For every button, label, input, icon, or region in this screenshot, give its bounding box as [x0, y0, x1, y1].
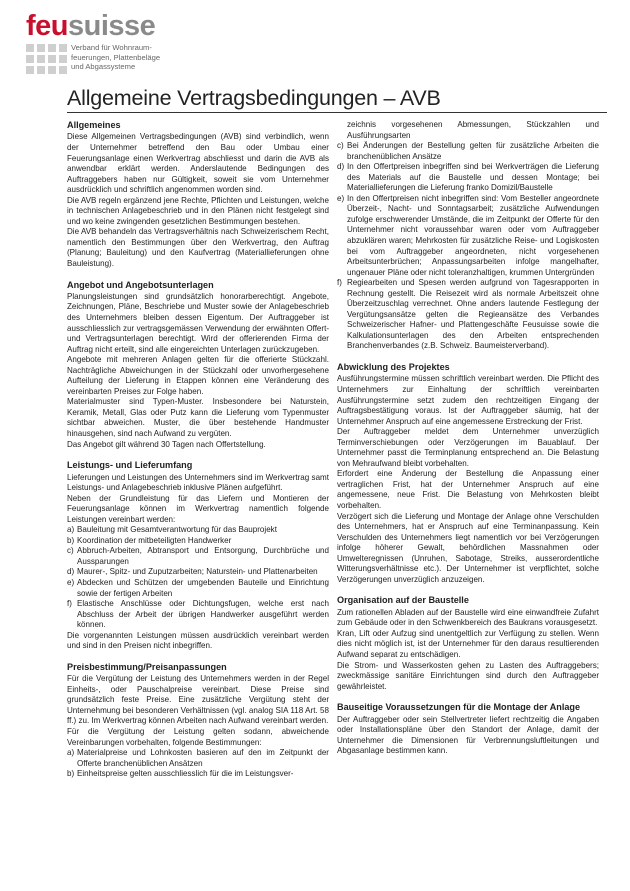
paragraph: Planungsleistungen sind grundsätzlich honorarberechtigt. Angebote, Zeichnungen, Pläne, Beschriebe und Muster sowie der Anlagebeschrieb des Unternehmers bleiben dessen Eigentum. Der Auftraggeber ist ausschliesslich zur vertragsgemässen Verwendung der erwähnten Offert- und Vertragsunterlagen berechtigt. Wird der offerierenden Firma der Auftrag nicht erteilt, sind alle eingereichten Unterlagen zurückzugeben.: [67, 291, 329, 354]
list-item: b) Einheitspreise gelten ausschliesslich für die im Leistungsver-: [67, 769, 294, 779]
paragraph: Der Auftraggeber oder sein Stellvertreter liefert rechtzeitig die Angaben oder Installationspläne über den Standort der Anlage, damit der Unternehmer die Dimensionen für Verbrennungsluftleitungen und Abgasanlage bestimmen kann.: [337, 714, 599, 756]
paragraph: Die vorgenannten Leistungen müssen ausdrücklich vereinbart werden und sind in den Preisen nicht inbegriffen.: [67, 630, 329, 651]
paragraph: Lieferungen und Leistungen des Unternehmers sind im Werkvertrag samt Leistungs- und Anlagebeschrieb inklusive Plänen aufgeführt.: [67, 472, 329, 493]
page-title: Allgemeine Vertragsbedingungen – AVB: [67, 86, 441, 110]
paragraph: Das Angebot gilt während 30 Tagen nach Offertstellung.: [67, 439, 266, 449]
brand-tagline: Verband für Wohnraum- feuerungen, Plattenbeläge und Abgassysteme: [71, 43, 161, 72]
list-item-continuation: zeichnis vorgesehenen Abmessungen, Stückzahlen und Ausführungsarten: [347, 120, 599, 140]
paragraph: Für die Vergütung der Leistung des Unternehmers werden in der Regel Einheits-, oder Pauschalpreise vereinbart. Diese Preise sind grundsätzlich feste Preise. Eine zusätzliche Vergütung steht der Unternehmung bei besonderen Verhältnissen (vgl. analog SIA 118 Art. 58 ff.) zu. Im Werkvertrag können Arbeiten nach Aufwand vereinbart werden.: [67, 674, 329, 726]
title-divider: [67, 112, 607, 113]
section-heading-preisbestimmung: Preisbestimmung/Preisanpassungen: [67, 661, 227, 672]
list-item: f) Elastische Anschlüsse oder Dichtungsfugen, welche erst nach Abschluss der Arbeit der übrigen Handwerker ausgeführt werden können.: [67, 599, 329, 630]
paragraph: Diese Allgemeinen Vertragsbedingungen (AVB) sind verbindlich, wenn der Unternehmer betreffend den Bau oder Umbau einer Feuerungsanlage einen Werkvertrag abschliesst und darin die AVB als anwendbar erklärt werden. Anderslautende Bedingungen des Auftraggebers haben nur Gültigkeit, soweit sie vom Unternehmer ausdrücklich und schriftlich angenommen worden sind.: [67, 132, 329, 195]
section-heading-allgemeines: Allgemeines: [67, 120, 121, 130]
section-heading-voraussetzungen: Bauseitige Voraussetzungen für die Montage der Anlage: [337, 702, 581, 713]
paragraph: Der Auftraggeber meldet dem Unternehmer unverzüglich Terminverschiebungen oder Verzögerungen im Bauablauf. Der Unternehmer passt die Terminplanung entsprechend an. Die Belastung von Mehraufwand bleibt vorbehalten.: [337, 427, 599, 468]
logo-grid-icon: [26, 44, 67, 74]
paragraph: Zum rationellen Abladen auf der Baustelle wird eine einwandfreie Zufahrt zum Gebäude oder in den Schwenkbereich des Baukrans vorausgesetzt.: [337, 607, 599, 628]
brand-name: feusuisse: [26, 10, 156, 42]
list-item: c) Bei Änderungen der Bestellung gelten für zusätzliche Arbeiten die branchenüblichen Ansätze: [337, 141, 599, 161]
section-heading-abwicklung: Abwicklung des Projektes: [337, 362, 450, 373]
paragraph: Erfordert eine Änderung der Bestellung die Anpassung einer vertraglichen Frist, hat der Unternehmer Anspruch auf eine angemessene, neue Frist. Die Belastung von Mehrkosten bleibt vorbehalten.: [337, 469, 599, 510]
list-item: d) In den Offertpreisen inbegriffen sind bei Werkverträgen die Lieferung des Materials auf die Baustelle und dessen Montage; bei Materiallieferungen die Lieferung franko Domizil/Baustelle: [337, 162, 599, 193]
list-item: a) Materialpreise und Lohnkosten basieren auf den im Zeitpunkt der Offerte branchenüblichen Ansätzen: [67, 748, 329, 768]
list-item: e) Abdecken und Schützen der umgebenden Bauteile und Einrichtung sowie der fertigen Arbeiten: [67, 578, 329, 598]
list-item: e) In den Offertpreisen nicht inbegriffen sind: Vom Besteller angeordnete Überzeit-, Nacht- und Sonntagsarbeit; zusätzliche Aufwendungen zufolge erschwerender Umstände, die im Zeitpunkt der Offerte für den Unternehmer nicht voraussehbar waren oder vom Auftraggeber abzuklären waren; Mehrkosten für zusätzliche Reise- und Logiskosten bei vom Auftraggeber angeordneten, nicht vorgesehenen Arbeitsunterbrüchen; Anpassungsarbeiten infolge mangelhafter, ungenauer Pläne oder nicht toleranzhaltigen, krummen Untergründen: [337, 193, 599, 277]
list-item: c) Abbruch-Arbeiten, Abtransport und Entsorgung, Durchbrüche und Aussparungen: [67, 546, 329, 566]
paragraph: Verzögert sich die Lieferung und Montage der Anlage ohne Verschulden des Unternehmers, hat er Anspruch auf eine Terminanpassung. Kein Verschulden des Unternehmers liegt namentlich vor bei Verzögerungen infolge höherer Gewalt, behördlichen Massnahmen oder Umwelteregnissen (Unruhen, Sabotage, Streiks, ausserordentliche Witterungsverhältnisse etc.). Der Unternehmer ist verpflichtet, solche Verzögerungen unverzüglich anzuzeigen.: [337, 511, 599, 584]
section-heading-organisation: Organisation auf der Baustelle: [337, 595, 469, 606]
paragraph: Die AVB regeln ergänzend jene Rechte, Pflichten und Leistungen, welche in technischen Anlagebeschrieb und in den Plänen nicht festgelegt sind und wo keine zwingenden gesetzlichen Bestimmungen bestehen.: [67, 195, 329, 226]
section-heading-leistungsumfang: Leistungs- und Lieferumfang: [67, 460, 193, 471]
paragraph: Kran, Lift oder Aufzug sind unentgeltlich zur Verfügung zu stellen. Wenn dies nicht möglich ist, ist der Unternehmer für den daraus resultierenden Aufwand separat zu entschädigen.: [337, 628, 599, 659]
list-item: d) Maurer-, Spitz- und Zuputzarbeiten; Naturstein- und Plattenarbeiten: [67, 567, 318, 577]
list-item: b) Koordination der mitbeteiligten Handwerker: [67, 535, 232, 545]
paragraph: Neben der Grundleistung für das Liefern und Montieren der Feuerungsanlage können im Werkvertrag namentlich folgende Leistungen vereinbart werden:: [67, 493, 329, 524]
list-item: a) Bauleitung mit Gesamtverantwortung für das Bauprojekt: [67, 525, 277, 535]
column-left: [67, 120, 329, 780]
paragraph: Für die Vergütung der Leistung gelten sodann, abweichende Vereinbarungen vorbehalten, folgende Bestimmungen:: [67, 726, 329, 747]
paragraph: Ausführungstermine müssen schriftlich vereinbart werden. Die Pflicht des Unternehmers zur Einhaltung der schriftlich vereinbarten Ausführungstermine setzt zudem den rechtzeitigen Eingang der Auftragsbestätigung voraus. Ist der Auftraggeber säumig, hat der Unternehmer Anspruch auf eine angemessene Erstreckung der Frist.: [337, 374, 599, 426]
paragraph: Angebote mit mehreren Anlagen gelten für die offerierte Stückzahl. Nachträgliche Abweichungen in der Stückzahl oder unvorhergesehene Aufteilung der Lieferung in Etappen können eine Veränderung des vereinbarten Preises zur Folge haben.: [67, 355, 329, 396]
paragraph: Materialmuster sind Typen-Muster. Insbesondere bei Naturstein, Keramik, Metall, Glas oder Putz kann die Lieferung vom Typenmuster sichtbar abweichen. Muster, die über bestehende Handmuster hinausgehen, sind nach Aufwand zu vergüten.: [67, 397, 329, 439]
list-item: f) Regiearbeiten und Spesen werden aufgrund von Tagesrapporten in Rechnung gestellt. Die Reisezeit wird als normale Arbeitszeit ohne Überzeitzuschlag verrechnet. Ohne anders lautende Festlegung der Vergütungsansätze gelten die Regieansätze des Verbandes Schweizerischer Hafner- und Plattengeschäfte Feusuisse sowie die Kalkulationsunterlagen des den Arbeiten entsprechenden Branchenverbandes (z.B. Schweiz. Baumeisterverband).: [337, 278, 599, 351]
section-heading-angebot: Angebot und Angebotsunterlagen: [67, 279, 214, 290]
paragraph: Die AVB behandeln das Vertragsverhältnis nach Schweizerischem Recht, namentlich den Bestimmungen über den Werkvertrag, den Auftrag (Planung; Bauleitung) und den Kaufvertrag (Materiallieferungen ohne Bauleistung).: [67, 227, 329, 268]
paragraph: Die Strom- und Wasserkosten gehen zu Lasten des Auftraggebers; zweckmässige sanitäre Einrichtungen sind durch den Auftraggeber gewährleistet.: [337, 660, 599, 691]
column-right: [337, 120, 599, 757]
feusuisse-logo: [26, 12, 160, 74]
